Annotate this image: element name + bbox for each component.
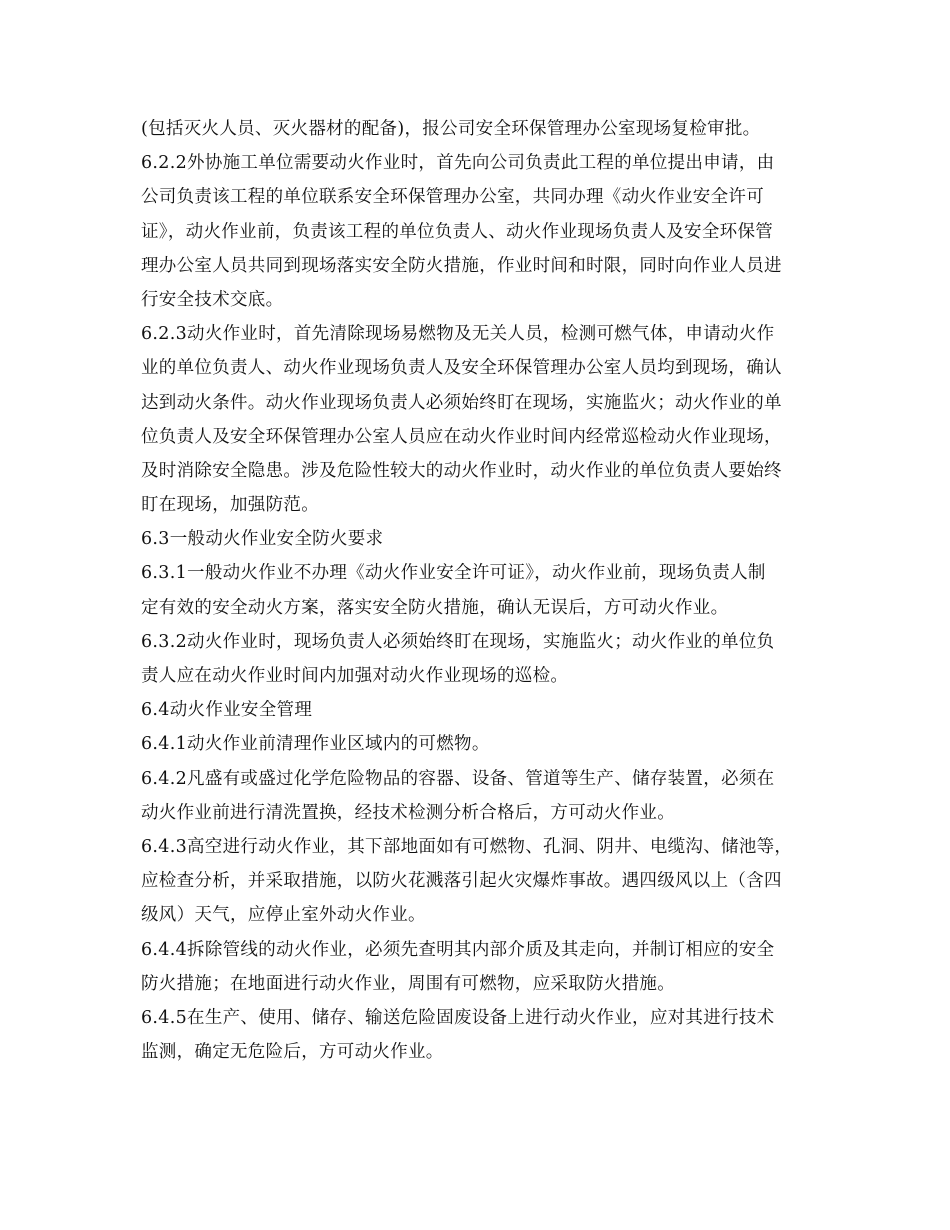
text-line: 6.4.2凡盛有或盛过化学危险物品的容器、设备、管道等生产、储存装置，必须在 [141, 768, 775, 789]
text-line: 位负责人及安全环保管理办公室人员应在动火作业时间内经常巡检动火作业现场， [141, 426, 782, 447]
text-line: 责人应在动火作业时间内加强对动火作业现场的巡检。 [141, 666, 569, 686]
text-line: 6.4.1动火作业前清理作业区域内的可燃物。 [141, 734, 490, 755]
text-line: 证》，动火作业前，负责该工程的单位负责人、动火作业现场负责人及安全环保管 [141, 221, 774, 242]
text-line: 公司负责该工程的单位联系安全环保管理办公室，共同办理《动火作业安全许可 [141, 187, 764, 208]
text-line: 业的单位负责人、动火作业现场负责人及安全环保管理办公室人员均到现场，确认 [141, 358, 782, 379]
text-line: 6.4.4拆除管线的动火作业，必须先查明其内部介质及其走向，并制订相应的安全 [141, 939, 775, 960]
text-line: 6.2.3动火作业时，首先清除现场易燃物及无关人员，检测可燃气体，申请动火作 [141, 324, 775, 345]
section-heading: 6.4动火作业安全管理 [141, 700, 313, 721]
text-line: 6.4.3高空进行动火作业，其下部地面如有可燃物、孔洞、阴井、电缆沟、储池等， [141, 836, 793, 857]
text-line: 及时消除安全隐患。涉及危险性较大的动火作业时，动火作业的单位负责人要始终 [141, 460, 782, 481]
text-line: 应检查分析，并采取措施，以防火花溅落引起火灾爆炸事故。遇四级风以上（含四 [141, 871, 782, 892]
text-line: 行安全技术交底。 [141, 289, 284, 310]
text-line: 6.3.2动火作业时，现场负责人必须始终盯在现场，实施监火；动火作业的单位负 [141, 631, 775, 652]
text-line: 6.4.5在生产、使用、储存、输送危险固废设备上进行动火作业，应对其进行技术 [141, 1007, 775, 1028]
text-line: 防火措施；在地面进行动火作业，周围有可燃物，应采取防火措施。 [141, 973, 675, 994]
text-line: (包括灭火人员、灭火器材的配备)，报公司安全环保管理办公室现场复检审批。 [141, 119, 761, 139]
text-line: 理办公室人员共同到现场落实安全防火措施，作业时间和时限，同时向作业人员进 [141, 255, 782, 276]
document-body [141, 112, 826, 1069]
text-line: 6.2.2外协施工单位需要动火作业时，首先向公司负责此工程的单位提出申请，由 [141, 153, 775, 174]
text-line: 定有效的安全动火方案，落实安全防火措施，确认无误后，方可动火作业。 [141, 597, 729, 618]
text-line: 监测，确定无危险后，方可动火作业。 [141, 1042, 444, 1063]
text-line: 动火作业前进行清洗置换，经技术检测分析合格后，方可动火作业。 [141, 802, 675, 823]
text-line: 盯在现场，加强防范。 [141, 495, 319, 516]
text-line: 达到动火条件。动火作业现场负责人必须始终盯在现场，实施监火；动火作业的单 [141, 392, 782, 413]
text-line: 6.3.1一般动火作业不办理《动火作业安全许可证》，动火作业前，现场负责人制 [141, 563, 766, 584]
text-line: 级风）天气，应停止室外动火作业。 [141, 905, 426, 926]
section-heading: 6.3一般动火作业安全防火要求 [141, 529, 384, 550]
